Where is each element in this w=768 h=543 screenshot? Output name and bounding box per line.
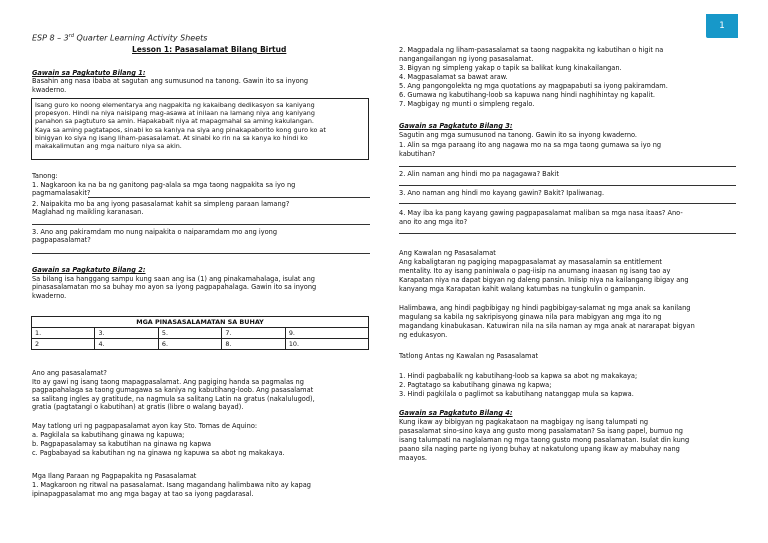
header-title-sup: rd xyxy=(68,33,74,39)
story-line: propesyon. Hindi na niya naisipang mag-asawa at inilaan na lamang niya ang kaniyang xyxy=(35,109,315,118)
activity-2-instruction-line: pinasasalamatan mo sa buhay mo ayon sa iyong pagpapahalaga. Gawin ito sa inyong xyxy=(32,283,317,291)
activity-1-instruction-line: Basahin ang nasa ibaba at sagutan ang sumusunod na tanong. Gawin ito sa inyong xyxy=(32,77,309,85)
halimbawa-line: Halimbawa, ang hindi pagbibigay ng hindi pagbibigay-salamat ng mga anak sa kanilang xyxy=(399,304,691,312)
table-cell: 3. xyxy=(95,328,158,339)
halimbawa-line: magulang sa kabila ng sakripisyong ginawa nila para mabigyan ang mga ito ng xyxy=(399,313,662,321)
answer-line xyxy=(399,166,736,167)
kawalan-body-line: kanyang mga Karapatan kahit walang katumbas na tungkulin o gampanin. xyxy=(399,285,646,293)
paraan-list-item: 7. Magbigay ng munti o simpleng regalo. xyxy=(399,100,535,108)
table-cell: 4. xyxy=(95,339,158,350)
r-question-2: 2. Alin naman ang hindi mo pa nagagawa? Bakit xyxy=(399,170,559,178)
paraan-item-line: 1. Magkaroon ng ritwal na pasasalamat. Isang magandang halimbawa nito ay kapag xyxy=(32,481,311,489)
activity-4-line: Kung ikaw ay bibigyan ng pagkakataon na magbigay ng isang talumpati ng xyxy=(399,418,649,426)
r-question-1-line: 1. Alin sa mga paraang ito ang nagawa mo na sa mga taong gumawa sa iyo ng xyxy=(399,141,662,149)
story-line: Kaya sa aming pagtatapos, sinabi ko sa kaniya na siya ang pinakapaborito kong guro ko at xyxy=(35,125,326,134)
question-2-line: Maglahad ng maikling karanasan. xyxy=(32,208,144,216)
activity-4-title: Gawain sa Pagkatuto Bilang 4: xyxy=(399,409,513,417)
question-3-line: 3. Ano ang pakiramdam mo nung naipakita o naiparamdam mo ang iyong xyxy=(32,228,278,236)
table-cell: 8. xyxy=(222,339,285,350)
story-line: Isang guro ko noong elementarya ang nagpakita ng kakaibang dedikasyon sa kaniyang xyxy=(35,101,315,109)
paraan-item-line: ipinapagpasalamat mo ang mga bagay at tao sa iyong pagdarasal. xyxy=(32,490,254,498)
r-question-3: 3. Ano naman ang hindi mo kayang gawin? Bakit? Ipaliwanag. xyxy=(399,189,605,197)
table-cell: 1. xyxy=(32,328,95,339)
paraan-list-item: 6. Gumawa ng kabutihang-loob sa kapuwa nang hindi naghihintay ng kapalit. xyxy=(399,91,655,99)
activity-2-instruction-line: Sa bilang isa hanggang sampu kung saan ang isa (1) ang pinakamahalaga, isulat ang xyxy=(32,275,315,283)
activity-2-instruction-line: kwaderno. xyxy=(32,292,67,300)
activity-4-line: maayos. xyxy=(399,454,427,462)
antas-item: 3. Hindi pagkilala o paglimot sa kabutihang natanggap mula sa kapwa. xyxy=(399,390,634,398)
header-title-rest: Quarter Learning Activity Sheets xyxy=(74,33,208,43)
activity-1-instruction-line: kwaderno. xyxy=(32,86,67,94)
activity-2-title: Gawain sa Pagkatuto Bilang 2: xyxy=(32,266,146,274)
antas-item: 1. Hindi pagbabalik ng kabutihang-loob sa kapwa sa abot ng makakaya; xyxy=(399,372,638,380)
antas-heading: Tatlong Antas ng Kawalan ng Pasasalamat xyxy=(399,352,539,360)
question-1-line: 1. Nagkaroon ka na ba ng ganitong pag-alala sa mga taong nagpakita sa iyo ng xyxy=(32,181,296,189)
question-3-line: pagpapasalamat? xyxy=(32,236,91,244)
answer-line xyxy=(32,224,370,225)
question-1-line: pagmamalasakit? xyxy=(32,189,91,197)
answer-line xyxy=(399,203,736,204)
antas-item: 2. Pagtatago sa kabutihang ginawa ng kapwa; xyxy=(399,381,552,389)
ano-body-line: pagpapahalaga sa taong gumagawa sa kaniya ng kabutihang-loob. Ang pasasalamat xyxy=(32,386,314,394)
story-line: panahon sa pagtuturo sa amin. Hapakabait niya at mapagmahal sa aming kakulangan. xyxy=(35,117,314,126)
sheet-header xyxy=(32,33,207,43)
story-line: binigyan ko siya ng isang liham-pasasalamat. At sinabi ko rin na sa kanya ko hindi ko xyxy=(35,133,308,142)
r-question-4-line: 4. May iba ka pang kayang gawing pagpapasalamat maliban sa mga nasa itaas? Ano- xyxy=(399,209,683,217)
header-title-part: ESP 8 – 3 xyxy=(32,33,69,43)
lesson-title: Lesson 1: Pasasalamat Bilang Birtud xyxy=(132,45,287,54)
story-box xyxy=(31,98,369,160)
paraan-list-item: 2. Magpadala ng liham-pasasalamat sa taong nagpakita ng kabutihan o higit na xyxy=(399,46,664,54)
paraan-list-item: nangangailangan ng iyong pasasalamat. xyxy=(399,55,534,63)
activity-3-instruction: Sagutin ang mga sumusunod na tanong. Gawin ito sa inyong kwaderno. xyxy=(399,131,638,139)
paraan-list-item: 5. Ang pangongolekta ng mga quotations ay magpapabuti sa iyong pakiramdam. xyxy=(399,82,668,90)
answer-line xyxy=(32,253,370,254)
table-cell: 7. xyxy=(222,328,285,339)
activity-4-line: paano sila naging parte ng iyong buhay at nakatulong upang ikaw ay mabuhay nang xyxy=(399,445,680,453)
activity-4-line: pasasalamat sino-sino kaya ang gusto mong pasalamatan? Sa isang papel, bumuo ng xyxy=(399,427,683,435)
answer-line xyxy=(88,197,370,198)
tatlong-uri-heading: May tatlong uri ng pagpapasalamat ayon kay Sto. Tomas de Aquino: xyxy=(32,422,258,430)
kawalan-heading: Ang Kawalan ng Pasasalamat xyxy=(399,249,496,257)
ano-body-line: sa salitang ingles ay gratitude, na nagmula sa salitang Latin na gratus (nakalulugod), xyxy=(32,395,315,403)
tatlong-uri-item: a. Pagkilala sa kabutihang ginawa ng kapuwa; xyxy=(32,431,185,439)
table-row xyxy=(32,339,369,350)
kawalan-body-line: Ang kabaligtaran ng pagiging mapagpasalamat ay masasalamin sa entitlement xyxy=(399,258,663,266)
activity-3-title: Gawain sa Pagkatuto Bilang 3: xyxy=(399,122,513,130)
paraan-heading: Mga Ilang Paraan ng Pagpapakita ng Pasasalamat xyxy=(32,472,197,480)
ano-heading: Ano ang pasasalamat? xyxy=(32,369,107,377)
paraan-list-item: 4. Magpasalamat sa bawat araw. xyxy=(399,73,508,81)
tatlong-uri-item: c. Pagbabayad sa kabutihan ng na ginawa ng kapuwa sa abot ng makakaya. xyxy=(32,449,285,457)
answer-line xyxy=(399,185,736,186)
kawalan-body-line: Karapatan niya na dapat bigyan ng daleng pansin. Iniisip niya na kailangang ibigay ang xyxy=(399,276,689,284)
page-number-badge: 1 xyxy=(706,14,738,38)
r-question-1-line: kabutihan? xyxy=(399,150,436,158)
halimbawa-line: magandang kinabukasan. Katuwiran nila na sila naman ay mga anak at nararapat bigyan xyxy=(399,322,695,330)
r-question-4-line: ano ito ang mga ito? xyxy=(399,218,468,226)
tanong-label: Tanong: xyxy=(32,172,58,180)
table-row xyxy=(32,328,369,339)
table-heading: MGA PINASASALAMATAN SA BUHAY xyxy=(32,317,369,328)
table-cell: 10. xyxy=(285,339,368,350)
question-2-line: 2. Naipakita mo ba ang iyong pasasalamat kahit sa simpleng paraan lamang? xyxy=(32,200,290,208)
tatlong-uri-item: b. Pagpapasalamay sa kabutihan na ginawa ng kapwa xyxy=(32,440,212,448)
answer-line xyxy=(399,233,736,234)
story-line: makakalimutan ang mga naituro niya sa akin. xyxy=(35,142,182,151)
paraan-list-item: 3. Bigyan ng simpleng yakap o tapik sa balikat kung kinakailangan. xyxy=(399,64,622,72)
activity-1-title: Gawain sa Pagkatuto Bilang 1: xyxy=(32,69,146,77)
halimbawa-line: ng edukasyon. xyxy=(399,331,448,339)
gratitude-table xyxy=(31,316,369,350)
table-cell: 9. xyxy=(285,328,368,339)
ano-body-line: gratia (pagtatangi o kabutihan) at gratis (libre o walang bayad). xyxy=(32,403,244,411)
table-cell: 6. xyxy=(158,339,221,350)
kawalan-body-line: mentality. Ito ay isang paniniwala o pag-iisip na anumang inaasan ng isang tao ay xyxy=(399,267,671,275)
activity-4-line: isang talumpati na naglalaman ng mga taong gusto mong pasalamatan. Isulat din kung xyxy=(399,436,690,444)
table-cell: 5. xyxy=(158,328,221,339)
table-cell: 2 xyxy=(32,339,95,350)
ano-body-line: Ito ay gawi ng isang taong mapagpasalamat. Ang pagiging handa sa pagmalas ng xyxy=(32,378,304,386)
